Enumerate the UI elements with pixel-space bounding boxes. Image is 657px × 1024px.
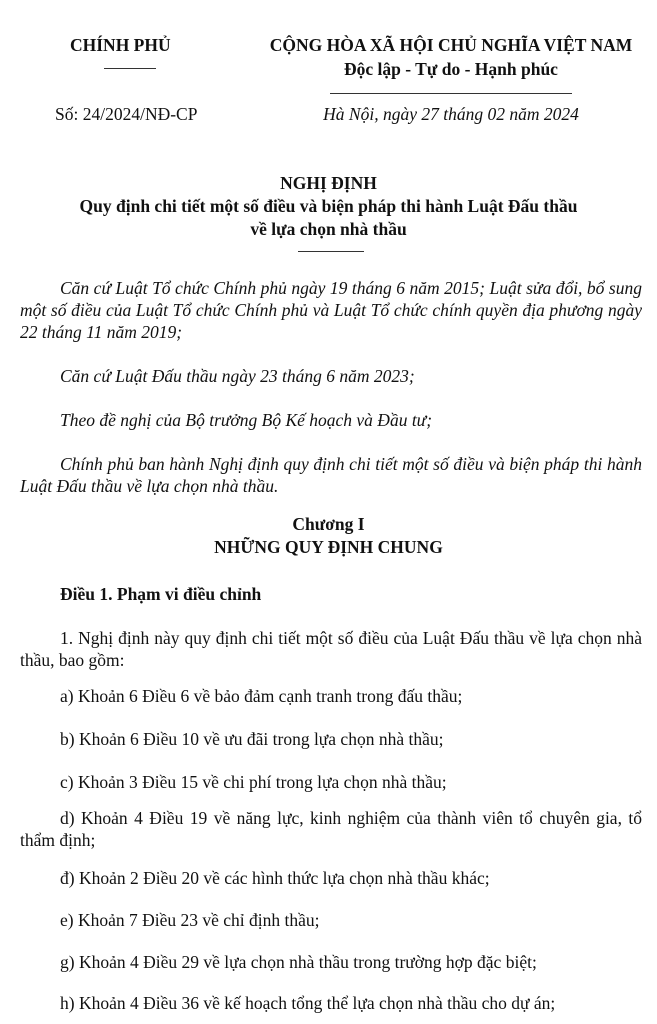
list-item: g) Khoản 4 Điều 29 về lựa chọn nhà thầu trong trường hợp đặc biệt; bbox=[60, 952, 537, 972]
chapter-name: NHỮNG QUY ĐỊNH CHUNG bbox=[214, 537, 443, 557]
country-name: CỘNG HÒA XÃ HỘI CHỦ NGHĨA VIỆT NAM bbox=[269, 35, 633, 55]
preamble-enactment: Chính phủ ban hành Nghị định quy định chi tiết một số điều và biện pháp thi hành Luật Đấu thầu về lựa chọn nhà thầu. bbox=[20, 454, 642, 496]
document-title-line2: về lựa chọn nhà thầu bbox=[250, 219, 407, 239]
place-and-date: Hà Nội, ngày 27 tháng 02 năm 2024 bbox=[323, 104, 579, 124]
list-item: a) Khoản 6 Điều 6 về bảo đảm cạnh tranh trong đấu thầu; bbox=[60, 686, 463, 706]
list-item: h) Khoản 4 Điều 36 về kế hoạch tổng thể lựa chọn nhà thầu cho dự án; bbox=[60, 993, 556, 1013]
list-item: d) Khoản 4 Điều 19 về năng lực, kinh nghiệm của thành viên tổ chuyên gia, tổ thẩm định; bbox=[20, 808, 642, 850]
issuing-agency: CHÍNH PHỦ bbox=[70, 35, 171, 55]
list-item: đ) Khoản 2 Điều 20 về các hình thức lựa chọn nhà thầu khác; bbox=[60, 868, 490, 888]
agency-underline bbox=[104, 68, 156, 69]
list-item: c) Khoản 3 Điều 15 về chi phí trong lựa chọn nhà thầu; bbox=[60, 772, 447, 792]
national-motto: Độc lập - Tự do - Hạnh phúc bbox=[344, 59, 558, 79]
list-item: e) Khoản 7 Điều 23 về chỉ định thầu; bbox=[60, 910, 320, 930]
preamble-legal-basis-2: Căn cứ Luật Đấu thầu ngày 23 tháng 6 năm 2023; bbox=[60, 366, 415, 386]
article-clause-1: 1. Nghị định này quy định chi tiết một số điều của Luật Đấu thầu về lựa chọn nhà thầu, bao gồm: bbox=[20, 628, 642, 670]
document-number: Số: 24/2024/NĐ-CP bbox=[55, 104, 198, 124]
preamble-legal-basis-1: Căn cứ Luật Tổ chức Chính phủ ngày 19 tháng 6 năm 2015; Luật sửa đổi, bổ sung một số điều của Luật Tổ chức Chính phủ và Luật Tổ chức chính quyền địa phương ngày 22 tháng 11 năm 2019; bbox=[20, 278, 642, 342]
list-item: b) Khoản 6 Điều 10 về ưu đãi trong lựa chọn nhà thầu; bbox=[60, 729, 444, 749]
article-title: Điều 1. Phạm vi điều chỉnh bbox=[60, 584, 262, 604]
preamble-proposal: Theo đề nghị của Bộ trưởng Bộ Kế hoạch và Đầu tư; bbox=[60, 410, 433, 430]
motto-underline bbox=[330, 93, 572, 94]
title-separator bbox=[298, 251, 364, 252]
document-title-line1: Quy định chi tiết một số điều và biện pháp thi hành Luật Đấu thầu bbox=[79, 196, 578, 216]
document-type: NGHỊ ĐỊNH bbox=[280, 173, 377, 193]
chapter-number: Chương I bbox=[292, 514, 365, 534]
